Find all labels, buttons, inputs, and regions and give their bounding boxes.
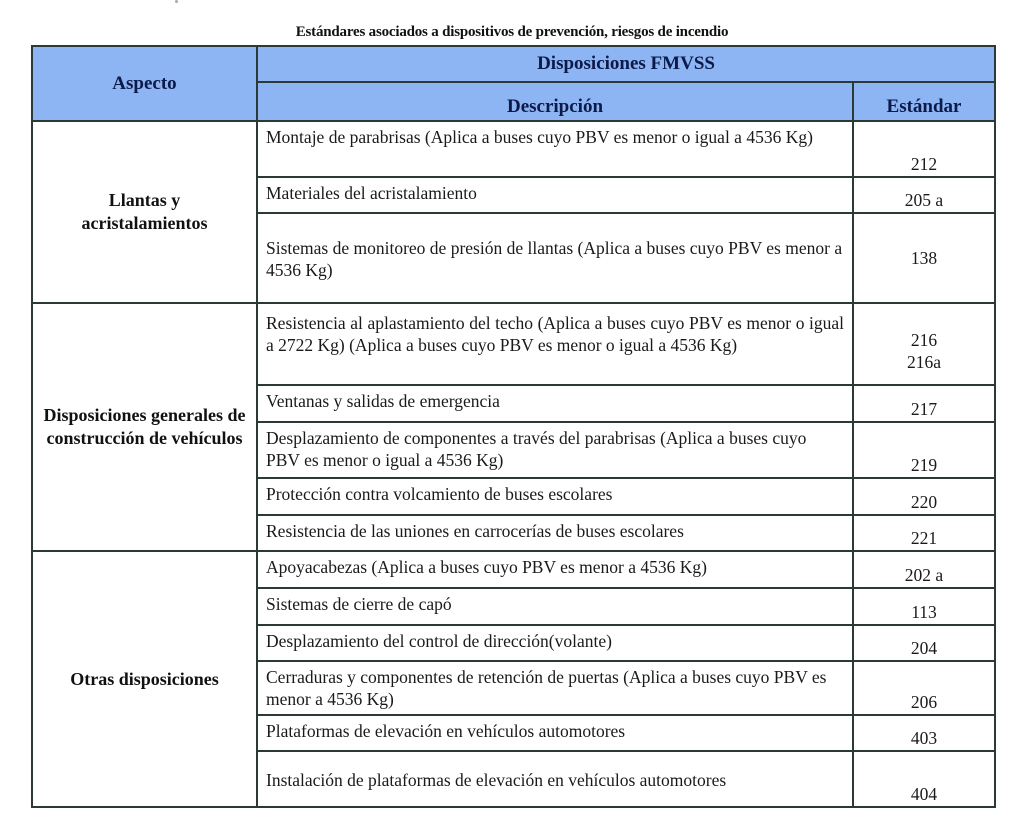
standard-value: 217 (910, 399, 938, 419)
description-cell: Desplazamiento de componentes a través del parabrisas (Aplica a buses cuyo PBV es menor o igual a 4536 Kg) (257, 422, 853, 478)
description-cell: Desplazamiento del control de dirección(volante) (257, 625, 853, 661)
description-cell: Protección contra volcamiento de buses escolares (257, 478, 853, 515)
standard-cell (853, 121, 995, 177)
header-aspect: Aspecto (32, 46, 257, 121)
aspect-cell: Otras disposiciones (32, 551, 257, 807)
aspect-cell: Llantas y acristalamientos (32, 121, 257, 303)
header-description: Descripción (257, 82, 853, 121)
description-cell: Ventanas y salidas de emergencia (257, 385, 853, 422)
description-cell: Resistencia de las uniones en carrocerías de buses escolares (257, 515, 853, 551)
description-cell: Instalación de plataformas de elevación en vehículos automotores (257, 751, 853, 807)
standard-value: 206 (910, 692, 938, 712)
standard-value: 216 (910, 329, 938, 350)
description-cell: Materiales del acristalamiento (257, 177, 853, 213)
standard-cell (853, 661, 995, 715)
standard-cell (853, 515, 995, 551)
standard-value: 205 a (904, 190, 944, 210)
description-cell: Sistemas de cierre de capó (257, 588, 853, 625)
description-cell: Resistencia al aplastamiento del techo (Aplica a buses cuyo PBV es menor o igual a 2722 Kg) (Aplica a buses cuyo PBV es menor o igual a 4536 Kg) (257, 303, 853, 385)
standard-value: 221 (910, 528, 938, 548)
standard-value: 404 (910, 784, 938, 804)
description-cell: Montaje de parabrisas (Aplica a buses cuyo PBV es menor o igual a 4536 Kg) (257, 121, 853, 177)
description-cell: Plataformas de elevación en vehículos automotores (257, 715, 853, 751)
standard-cell (853, 551, 995, 588)
standard-cell (853, 478, 995, 515)
table-row (32, 303, 995, 385)
standard-value: 204 (910, 638, 938, 658)
description-cell: Cerraduras y componentes de retención de puertas (Aplica a buses cuyo PBV es menor a 4536 Kg) (257, 661, 853, 715)
standard-value: 138 (910, 247, 938, 268)
standard-value: 202 a (904, 565, 944, 585)
standard-cell (853, 422, 995, 478)
description-cell: Apoyacabezas (Aplica a buses cuyo PBV es menor a 4536 Kg) (257, 551, 853, 588)
standard-cell (853, 303, 995, 385)
header-disposiciones: Disposiciones FMVSS (257, 46, 995, 82)
standard-value: 212 (910, 154, 938, 174)
description-cell: Sistemas de monitoreo de presión de llantas (Aplica a buses cuyo PBV es menor a 4536 Kg) (257, 213, 853, 303)
standard-cell (853, 751, 995, 807)
standard-cell (853, 177, 995, 213)
stray-mark (175, 0, 178, 3)
aspect-cell: Disposiciones generales de construcción de vehículos (32, 303, 257, 551)
standard-cell (853, 715, 995, 751)
table-title: Estándares asociados a dispositivos de prevención, riesgos de incendio (295, 24, 729, 40)
table-row (32, 551, 995, 588)
standard-cell (853, 625, 995, 661)
standard-cell (853, 385, 995, 422)
standard-cell (853, 588, 995, 625)
standard-value: 219 (910, 455, 938, 475)
standards-table (31, 45, 996, 808)
standard-value: 220 (910, 492, 938, 512)
standard-value: 216a (906, 351, 942, 372)
header-standard: Estándar (853, 82, 995, 121)
table-row (32, 121, 995, 177)
standard-cell (853, 213, 995, 303)
standard-value: 113 (911, 602, 937, 622)
standard-value: 403 (910, 728, 938, 748)
